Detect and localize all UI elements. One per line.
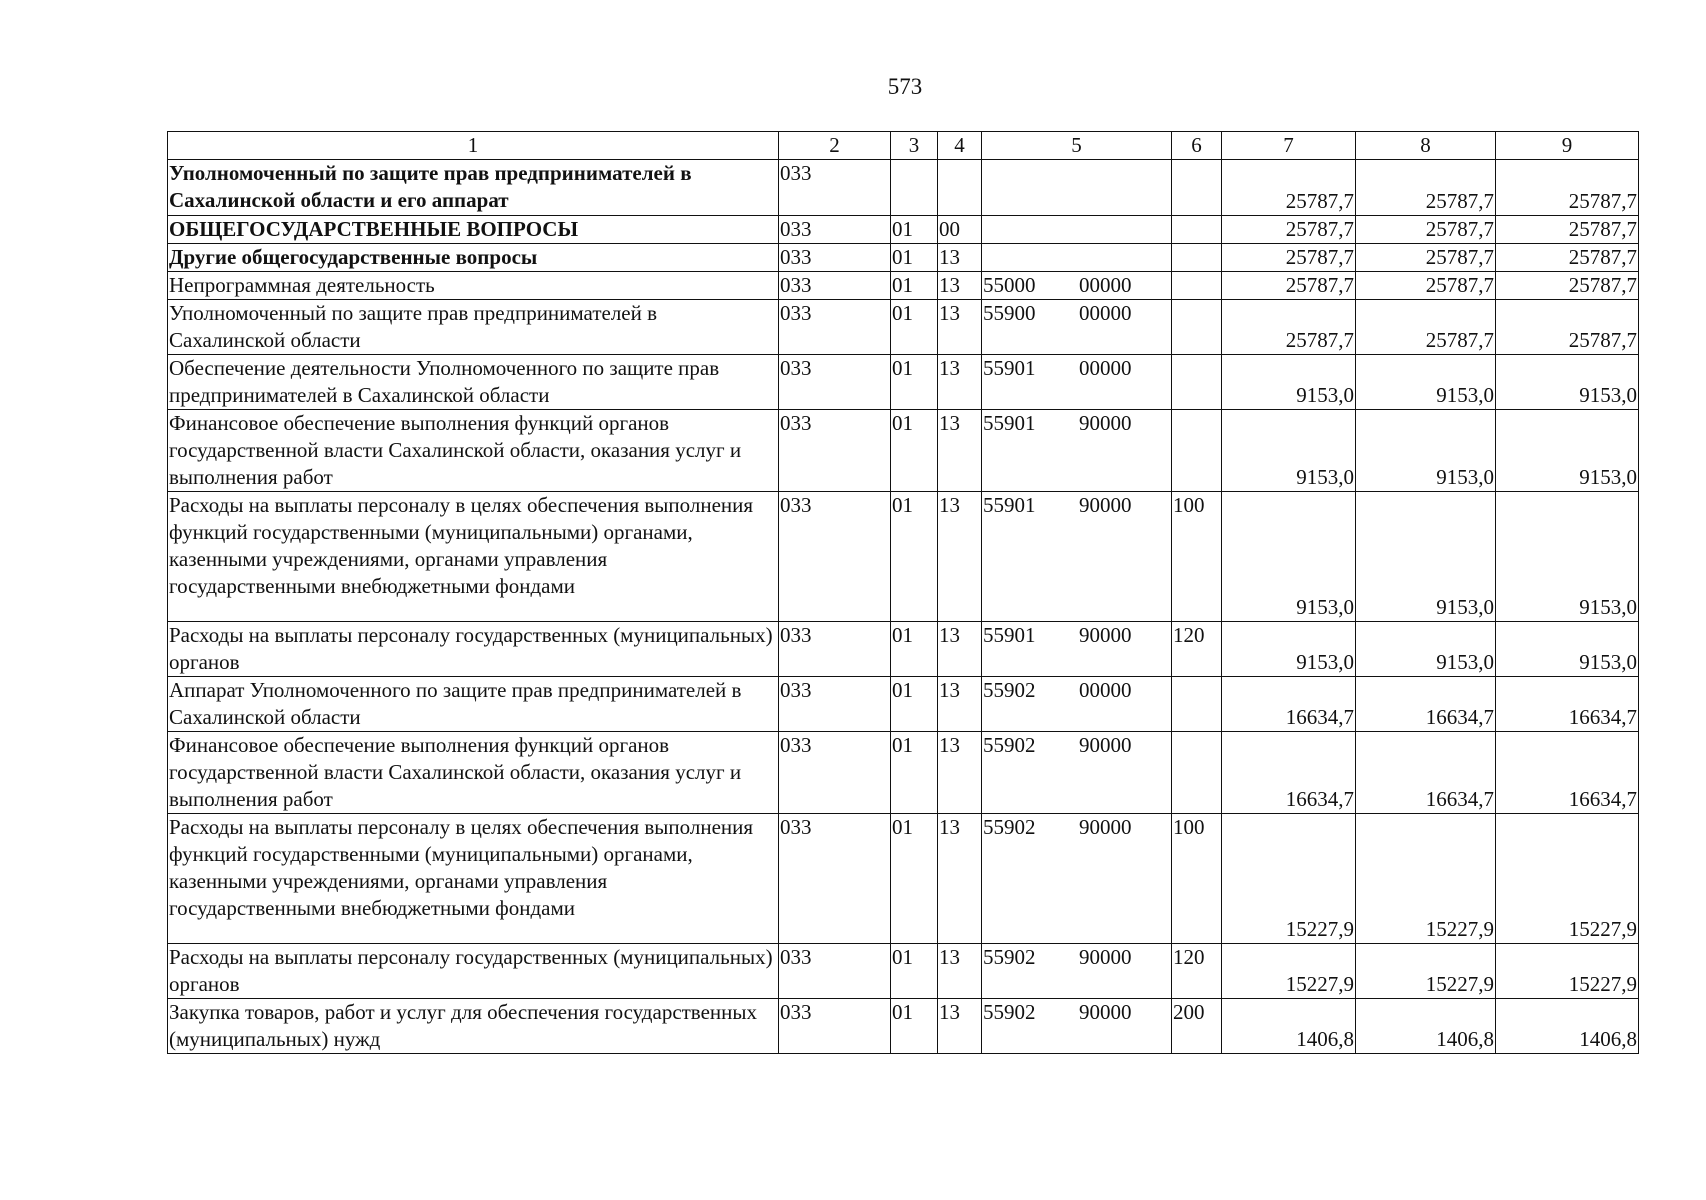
- cell-section-code: 01: [891, 732, 938, 814]
- column-header: 5: [982, 132, 1172, 160]
- cell-target-code: [982, 244, 1172, 272]
- target-code-direction: 90000: [1079, 945, 1132, 969]
- target-code-program: 55901: [983, 623, 1036, 647]
- cell-amount-year3: 25787,7: [1496, 216, 1639, 244]
- cell-section-code: 01: [891, 677, 938, 732]
- cell-amount-year2: 15227,9: [1356, 814, 1496, 944]
- cell-admin-code: 033: [779, 492, 891, 622]
- table-row: [168, 944, 1639, 999]
- cell-amount-year1: 16634,7: [1222, 677, 1356, 732]
- cell-admin-code: 033: [779, 244, 891, 272]
- table-row: [168, 216, 1639, 244]
- table-row: [168, 999, 1639, 1054]
- cell-section-code: 01: [891, 814, 938, 944]
- cell-admin-code: 033: [779, 160, 891, 216]
- target-code-program: 55901: [983, 356, 1036, 380]
- cell-name: Аппарат Уполномоченного по защите прав предпринимателей в Сахалинской области: [168, 677, 779, 732]
- cell-amount-year1: 25787,7: [1222, 300, 1356, 355]
- cell-amount-year1: 9153,0: [1222, 410, 1356, 492]
- cell-expense-type: [1172, 272, 1222, 300]
- cell-admin-code: 033: [779, 732, 891, 814]
- table-row: [168, 244, 1639, 272]
- cell-amount-year3: 1406,8: [1496, 999, 1639, 1054]
- cell-amount-year3: 16634,7: [1496, 677, 1639, 732]
- cell-name: Обеспечение деятельности Уполномоченного по защите прав предпринимателей в Сахалинской области: [168, 355, 779, 410]
- cell-amount-year1: 15227,9: [1222, 944, 1356, 999]
- cell-section-code: 01: [891, 410, 938, 492]
- cell-target-code: [982, 272, 1172, 300]
- page-number: 573: [887, 74, 923, 99]
- cell-target-code: [982, 300, 1172, 355]
- cell-section-code: [891, 160, 938, 216]
- cell-amount-year3: 9153,0: [1496, 410, 1639, 492]
- target-code-direction: 00000: [1079, 273, 1132, 297]
- table-row: [168, 160, 1639, 216]
- column-header: 2: [779, 132, 891, 160]
- cell-expense-type: [1172, 355, 1222, 410]
- cell-subsection-code: 13: [938, 410, 982, 492]
- target-code-program: 55902: [983, 733, 1036, 757]
- cell-name: Расходы на выплаты персоналу в целях обеспечения выполнения функций государственными (муниципальными) органами, казенными учреждениями, органами управления государственными внебюджетными фондами: [168, 492, 779, 622]
- table-row: [168, 355, 1639, 410]
- cell-subsection-code: 13: [938, 272, 982, 300]
- table-body: [168, 160, 1639, 1054]
- target-code-direction: 90000: [1079, 623, 1132, 647]
- cell-subsection-code: 13: [938, 814, 982, 944]
- cell-subsection-code: 13: [938, 622, 982, 677]
- cell-subsection-code: 13: [938, 732, 982, 814]
- cell-target-code: [982, 492, 1172, 622]
- cell-target-code: [982, 216, 1172, 244]
- cell-amount-year2: 25787,7: [1356, 244, 1496, 272]
- cell-section-code: 01: [891, 355, 938, 410]
- cell-admin-code: 033: [779, 272, 891, 300]
- cell-name: Другие общегосударственные вопросы: [168, 244, 779, 272]
- cell-admin-code: 033: [779, 814, 891, 944]
- cell-amount-year3: 9153,0: [1496, 492, 1639, 622]
- cell-name: Расходы на выплаты персоналу государственных (муниципальных) органов: [168, 622, 779, 677]
- target-code-program: 55902: [983, 945, 1036, 969]
- target-code-program: 55901: [983, 411, 1036, 435]
- cell-amount-year2: 25787,7: [1356, 272, 1496, 300]
- cell-section-code: 01: [891, 272, 938, 300]
- cell-amount-year2: 25787,7: [1356, 160, 1496, 216]
- cell-expense-type: 200: [1172, 999, 1222, 1054]
- cell-name: Непрограммная деятельность: [168, 272, 779, 300]
- cell-subsection-code: 13: [938, 677, 982, 732]
- cell-amount-year3: 9153,0: [1496, 355, 1639, 410]
- cell-amount-year1: 25787,7: [1222, 272, 1356, 300]
- cell-amount-year1: 25787,7: [1222, 216, 1356, 244]
- cell-amount-year2: 9153,0: [1356, 355, 1496, 410]
- cell-amount-year3: 15227,9: [1496, 814, 1639, 944]
- cell-amount-year3: 25787,7: [1496, 272, 1639, 300]
- cell-name: Расходы на выплаты персоналу в целях обеспечения выполнения функций государственными (муниципальными) органами, казенными учреждениями, органами управления государственными внебюджетными фондами: [168, 814, 779, 944]
- cell-expense-type: [1172, 677, 1222, 732]
- cell-amount-year1: 9153,0: [1222, 622, 1356, 677]
- cell-amount-year3: 25787,7: [1496, 160, 1639, 216]
- cell-amount-year3: 15227,9: [1496, 944, 1639, 999]
- cell-target-code: [982, 732, 1172, 814]
- cell-expense-type: 100: [1172, 492, 1222, 622]
- cell-subsection-code: 13: [938, 244, 982, 272]
- cell-expense-type: 120: [1172, 622, 1222, 677]
- cell-section-code: 01: [891, 244, 938, 272]
- cell-expense-type: [1172, 410, 1222, 492]
- cell-section-code: 01: [891, 622, 938, 677]
- cell-amount-year2: 16634,7: [1356, 732, 1496, 814]
- cell-expense-type: [1172, 300, 1222, 355]
- cell-amount-year2: 9153,0: [1356, 622, 1496, 677]
- table-row: [168, 300, 1639, 355]
- target-code-program: 55000: [983, 273, 1036, 297]
- cell-section-code: 01: [891, 999, 938, 1054]
- target-code-program: 55902: [983, 1000, 1036, 1024]
- table-row: [168, 732, 1639, 814]
- cell-name: Финансовое обеспечение выполнения функций органов государственной власти Сахалинской области, оказания услуг и выполнения работ: [168, 410, 779, 492]
- cell-amount-year2: 16634,7: [1356, 677, 1496, 732]
- cell-amount-year1: 15227,9: [1222, 814, 1356, 944]
- cell-admin-code: 033: [779, 355, 891, 410]
- cell-subsection-code: 13: [938, 355, 982, 410]
- cell-name: ОБЩЕГОСУДАРСТВЕННЫЕ ВОПРОСЫ: [168, 216, 779, 244]
- cell-name: Уполномоченный по защите прав предпринимателей в Сахалинской области: [168, 300, 779, 355]
- cell-section-code: 01: [891, 300, 938, 355]
- cell-admin-code: 033: [779, 677, 891, 732]
- cell-target-code: [982, 160, 1172, 216]
- cell-amount-year1: 1406,8: [1222, 999, 1356, 1054]
- cell-target-code: [982, 814, 1172, 944]
- target-code-direction: 90000: [1079, 815, 1132, 839]
- cell-name: Финансовое обеспечение выполнения функций органов государственной власти Сахалинской области, оказания услуг и выполнения работ: [168, 732, 779, 814]
- target-code-program: 55901: [983, 493, 1036, 517]
- cell-expense-type: [1172, 732, 1222, 814]
- cell-expense-type: [1172, 216, 1222, 244]
- cell-target-code: [982, 622, 1172, 677]
- table-row: [168, 272, 1639, 300]
- cell-target-code: [982, 677, 1172, 732]
- cell-subsection-code: 13: [938, 300, 982, 355]
- budget-table: [167, 131, 1639, 1054]
- cell-amount-year3: 25787,7: [1496, 244, 1639, 272]
- target-code-program: 55900: [983, 301, 1036, 325]
- cell-expense-type: [1172, 160, 1222, 216]
- column-header: 4: [938, 132, 982, 160]
- cell-amount-year3: 9153,0: [1496, 622, 1639, 677]
- cell-name: Уполномоченный по защите прав предпринимателей в Сахалинской области и его аппарат: [168, 160, 779, 216]
- cell-section-code: 01: [891, 492, 938, 622]
- target-code-direction: 90000: [1079, 493, 1132, 517]
- cell-subsection-code: 00: [938, 216, 982, 244]
- column-header: 9: [1496, 132, 1639, 160]
- header-row: [168, 132, 1639, 160]
- cell-subsection-code: [938, 160, 982, 216]
- table-row: [168, 410, 1639, 492]
- cell-subsection-code: 13: [938, 492, 982, 622]
- cell-amount-year1: 9153,0: [1222, 492, 1356, 622]
- cell-amount-year1: 16634,7: [1222, 732, 1356, 814]
- target-code-direction: 90000: [1079, 733, 1132, 757]
- cell-target-code: [982, 410, 1172, 492]
- target-code-direction: 00000: [1079, 356, 1132, 380]
- cell-admin-code: 033: [779, 944, 891, 999]
- target-code-direction: 00000: [1079, 301, 1132, 325]
- cell-expense-type: [1172, 244, 1222, 272]
- column-header: 6: [1172, 132, 1222, 160]
- column-header: 1: [168, 132, 779, 160]
- cell-admin-code: 033: [779, 410, 891, 492]
- cell-amount-year1: 25787,7: [1222, 160, 1356, 216]
- cell-admin-code: 033: [779, 999, 891, 1054]
- cell-admin-code: 033: [779, 300, 891, 355]
- cell-subsection-code: 13: [938, 944, 982, 999]
- cell-expense-type: 120: [1172, 944, 1222, 999]
- cell-subsection-code: 13: [938, 999, 982, 1054]
- cell-amount-year2: 15227,9: [1356, 944, 1496, 999]
- target-code-program: 55902: [983, 815, 1036, 839]
- cell-amount-year2: 25787,7: [1356, 216, 1496, 244]
- cell-amount-year1: 9153,0: [1222, 355, 1356, 410]
- cell-section-code: 01: [891, 216, 938, 244]
- column-header: 7: [1222, 132, 1356, 160]
- cell-amount-year2: 9153,0: [1356, 492, 1496, 622]
- cell-admin-code: 033: [779, 216, 891, 244]
- table-row: [168, 677, 1639, 732]
- target-code-direction: 90000: [1079, 1000, 1132, 1024]
- cell-amount-year3: 25787,7: [1496, 300, 1639, 355]
- cell-admin-code: 033: [779, 622, 891, 677]
- cell-target-code: [982, 999, 1172, 1054]
- table-row: [168, 622, 1639, 677]
- column-header: 3: [891, 132, 938, 160]
- table-row: [168, 814, 1639, 944]
- cell-expense-type: 100: [1172, 814, 1222, 944]
- target-code-program: 55902: [983, 678, 1036, 702]
- cell-amount-year2: 9153,0: [1356, 410, 1496, 492]
- cell-name: Расходы на выплаты персоналу государственных (муниципальных) органов: [168, 944, 779, 999]
- target-code-direction: 00000: [1079, 678, 1132, 702]
- cell-amount-year1: 25787,7: [1222, 244, 1356, 272]
- cell-section-code: 01: [891, 944, 938, 999]
- cell-amount-year2: 1406,8: [1356, 999, 1496, 1054]
- target-code-direction: 90000: [1079, 411, 1132, 435]
- cell-amount-year2: 25787,7: [1356, 300, 1496, 355]
- table-row: [168, 492, 1639, 622]
- cell-target-code: [982, 355, 1172, 410]
- cell-name: Закупка товаров, работ и услуг для обеспечения государственных (муниципальных) нужд: [168, 999, 779, 1054]
- cell-target-code: [982, 944, 1172, 999]
- cell-amount-year3: 16634,7: [1496, 732, 1639, 814]
- column-header: 8: [1356, 132, 1496, 160]
